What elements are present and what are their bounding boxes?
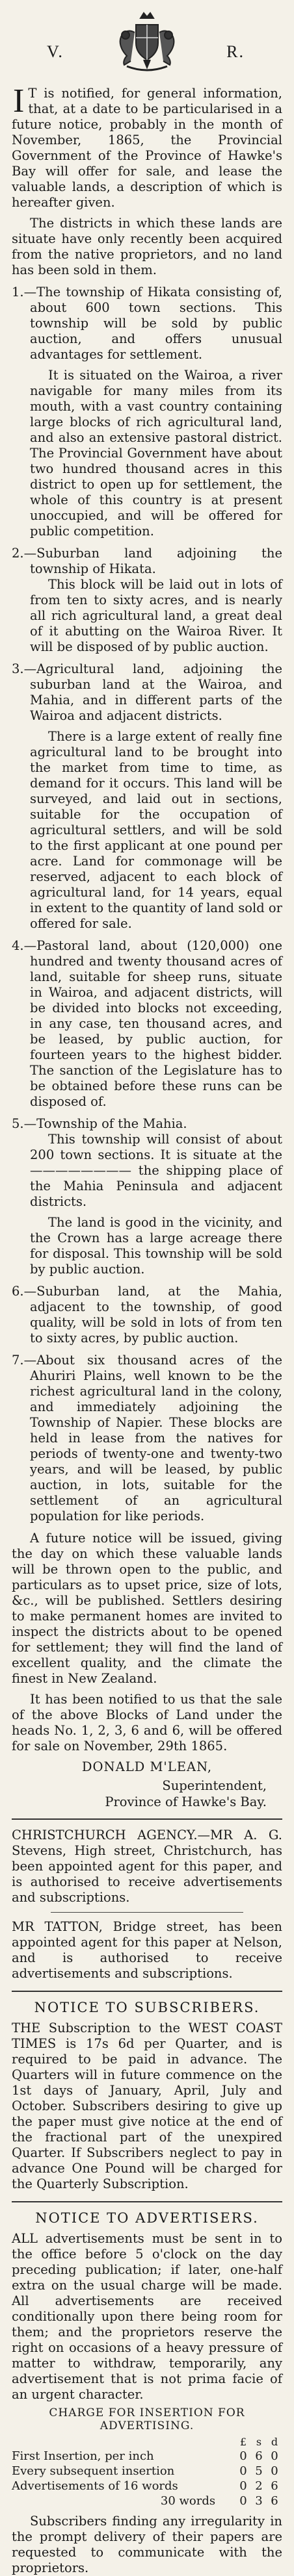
masthead (12, 6, 282, 78)
rates-table (12, 2435, 282, 2508)
proclamation-closing-2: It has been notified to us that the sale of the above Blocks of Land under the heads No. 1, 2, 3, 6 and 6, will be offered for sale on November, 29th 1865. (12, 1692, 282, 1753)
rate-label: Advertisements of 16 words (12, 2479, 178, 2493)
signatory-province: Province of Hawke's Bay. (105, 1794, 267, 1809)
dropcap-letter: I (13, 83, 25, 120)
rate-pounds: 0 (239, 2479, 247, 2493)
list-item (12, 546, 282, 655)
advertisers-text: ALL advertisements must be sent in to the office before 5 o'clock on the day preceding publication; if later, one-half extra on the usual charge will be made. All advertisements are received conditionally upon there being room for them; and the proprietors reserve the right on occasions of a heavy pressure of matter to withdraw, temporarily, any advertisement that is not prima facie of an urgent character. (12, 2231, 282, 2402)
subscribers-title: NOTICE TO SUBSCRIBERS. (34, 2000, 260, 2015)
list-item (12, 1284, 282, 1346)
table-row (12, 2479, 282, 2493)
item-heading: 4.—Pastoral land, about (120,000) one hundred and twenty thousand acres of land, suitable for sheep runs, situate in Wairoa, and adjacent districts, will be divided into blocks not exceeding, in any case, ten thousand acres, and be leased, by public auction, for fourteen years to the highest bidder. The sanction of the Legislature has to be obtained before these runs can be disposed of. (12, 938, 282, 1109)
unit-pence: d (271, 2436, 278, 2448)
masthead-letter-left: V. (47, 42, 64, 61)
table-row (12, 2464, 282, 2479)
rate-pounds: 0 (239, 2494, 247, 2508)
item-heading: 2.—Suburban land adjoining the township of Hikata. (12, 546, 282, 576)
rate-pence: 0 (271, 2464, 278, 2478)
unit-pounds: £ (239, 2436, 247, 2448)
table-row (12, 2449, 282, 2464)
section-divider (12, 2201, 282, 2202)
rate-label: 30 words (12, 2494, 216, 2508)
item-body: It is situated on the Wairoa, a river navigable for many miles from its mouth, with a vast country containing large blocks of rich agricultural land, and also an extensive pastoral district. The Provincial Government have about two hundred thousand acres in this district to open up for settlement, the whole of this country is at present unoccupied, and will be offered for public competition. (30, 368, 282, 539)
signatory-title: Superintendent, (162, 1778, 267, 1793)
section-divider (12, 1991, 282, 1992)
unit-shillings: s (256, 2436, 262, 2448)
divider (51, 1912, 243, 1913)
rate-shillings: 5 (255, 2464, 263, 2478)
proclamation-intro (12, 83, 282, 210)
rates-title: CHARGE FOR INSERTION FOR ADVERTISING. (49, 2406, 245, 2432)
section-divider (12, 1818, 282, 1820)
agency-notice-christchurch: CHRISTCHURCH AGENCY.—MR A. G. Stevens, High street, Christchurch, has been appointed agent for this paper, and is authorised to receive advertisements and subscriptions. (12, 1828, 282, 1905)
rate-pence: 6 (271, 2494, 278, 2508)
item-body: There is a large extent of really fine agricultural land to be brought into the market from time to time, as demand for it occurs. This land will be surveyed, and laid out in sections, suitable for the occupation of agricultural settlers, and will be sold to the first applicant at one pound per acre. Land for commonage will be reserved, adjacent to each block of agricultural land, for 14 years, equal in extent to the quantity of land sold or offered for sale. (30, 729, 282, 931)
item-heading: 7.—About six thousand acres of the Ahuriri Plains, well known to be the richest agricultural land in the colony, and immediately adjoining the Township of Napier. These blocks are held in lease from the natives for periods of twenty-one and twenty-two years, and will be leased, by public auction, in lots, suitable for the settlement of an agricultural population for like periods. (12, 1353, 282, 1524)
proclamation-intro-2: The districts in which these lands are situate have only recently been acquired from the native proprietors, and no land has been sold in them. (12, 216, 282, 277)
rate-shillings: 2 (255, 2479, 263, 2493)
list-item (12, 285, 282, 539)
item-body: The land is good in the vicinity, and the Crown has a large acreage there for disposal. This township will be sold by public auction. (30, 1215, 282, 1277)
masthead-letter-right: R. (226, 42, 245, 61)
subscribers-text: THE Subscription to the WEST COAST TIMES is 17s 6d per Quarter, and is required to be paid in advance. The Quarters will in future commence on the 1st days of January, April, July and October. Subscribers desiring to give up the paper must give notice at the end of the fractional part of the unexpired Quarter. If Subscribers neglect to pay in advance One Pound will be charged for the Quarterly Subscription. (12, 2021, 282, 2191)
rate-pounds: 0 (239, 2449, 247, 2463)
item-heading: 1.—The township of Hikata consisting of, about 600 town sections. This township will be sold by public auction, and offers unusual advantages for settlement. (12, 285, 282, 362)
rate-pence: 6 (271, 2479, 278, 2493)
rate-label: Every subsequent insertion (12, 2464, 175, 2478)
rate-label: First Insertion, per inch (12, 2449, 154, 2463)
rates-units-row (12, 2435, 282, 2449)
table-row (12, 2493, 282, 2508)
rate-shillings: 6 (255, 2449, 263, 2463)
royal-coat-of-arms-icon (111, 6, 183, 78)
item-body: This block will be laid out in lots of from ten to sixty acres, and is nearly all rich agricultural land, a great deal of it abutting on the Wairoa River. It will be disposed of by public auction. (30, 577, 282, 654)
proclamation-intro-text: T is notified, for general information, that, at a date to be particularised in a future notice, probably in the month of November, 1865, the Provincial Government of the Province of Hawke's Bay will offer for sale, and lease the valuable lands, a description of which is hereafter given. (12, 86, 282, 210)
list-item (12, 1353, 282, 1524)
proclamation-closing-1: A future notice will be issued, giving the day on which these valuable lands will be thrown open to the public, and particulars as to upset price, size of lots, &c., will be published. Settlers desiring to make permanent homes are invited to inspect the districts about to be opened for settlement; they will find the land of excellent quality, and the climate the finest in New Zealand. (12, 1531, 282, 1686)
advertisers-title: NOTICE TO ADVERTISERS. (35, 2210, 259, 2226)
list-item (12, 938, 282, 1110)
item-heading: 3.—Agricultural land, adjoining the suburban land at the Wairoa, and Mahia, and in different parts of the Wairoa and adjacent districts. (12, 661, 282, 723)
rate-pence: 0 (271, 2449, 278, 2463)
list-item (12, 1116, 282, 1277)
signatory-name: DONALD M'LEAN, (81, 1759, 213, 1774)
agency-notice-nelson: MR TATTON, Bridge street, has been appointed agent for this paper at Nelson, and is authorised to receive advertisements and subscriptions. (12, 1919, 282, 1981)
rate-pounds: 0 (239, 2464, 247, 2478)
list-item (12, 661, 282, 932)
item-heading: 5.—Township of the Mahia. (12, 1116, 187, 1131)
advertisers-footer: Subscribers finding any irregularity in the prompt delivery of their papers are requested to communicate with the proprietors. (12, 2514, 282, 2575)
rate-shillings: 3 (255, 2494, 263, 2508)
item-heading: 6.—Suburban land, at the Mahia, adjacent to the township, of good quality, will be sold in lots of from ten to sixty acres, by public auction. (12, 1284, 282, 1345)
item-body: This township will consist of about 200 town sections. It is situate at the ———————— the shipping place of the Mahia Peninsula and adjacent districts. (30, 1132, 282, 1209)
